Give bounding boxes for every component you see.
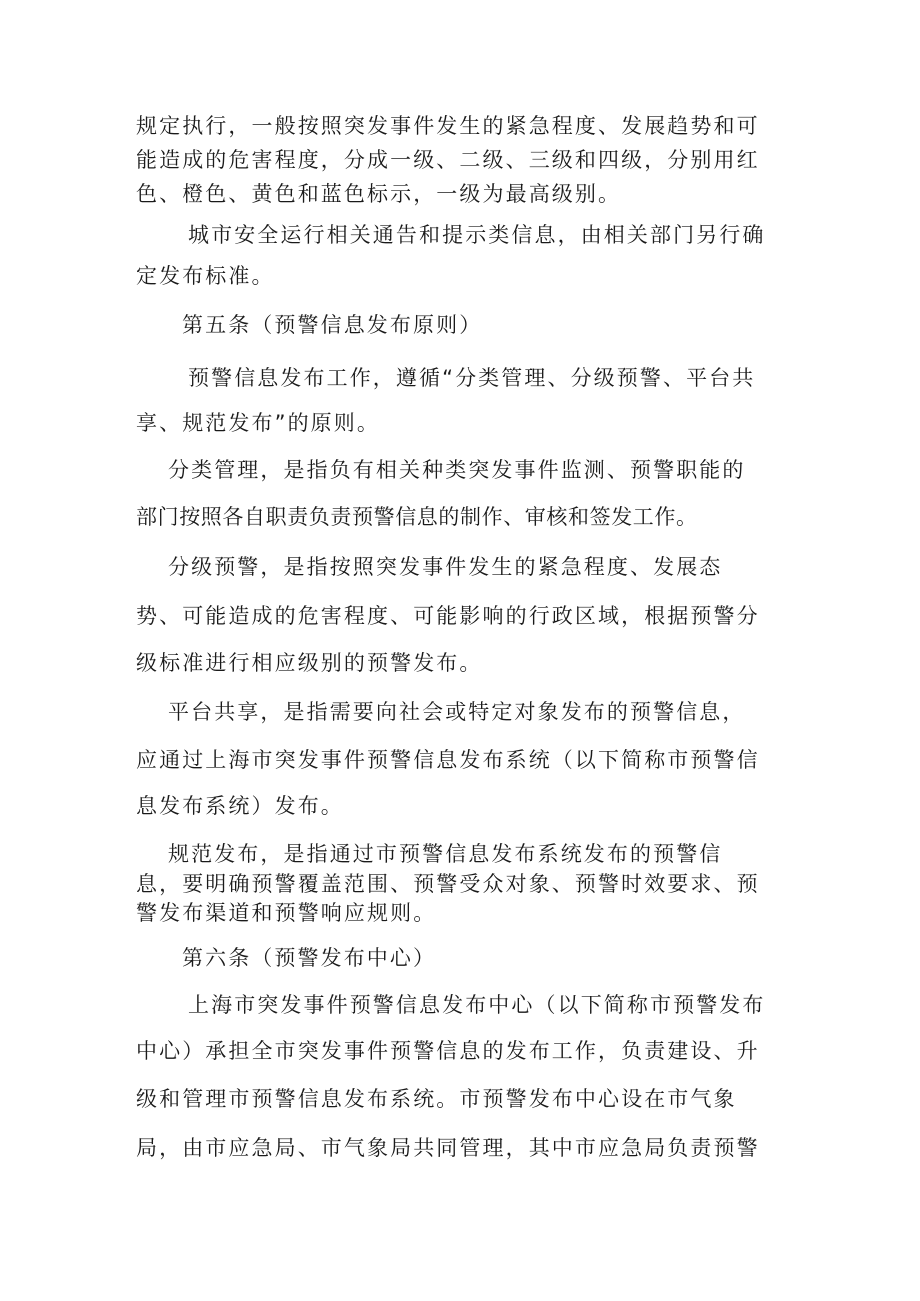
section-heading: 第五条（预警信息发布原则） — [182, 313, 483, 337]
text-line: 息发布系统）发布。 — [136, 794, 344, 818]
text-line: 色、橙色、黄色和蓝色标示，一级为最高级别。 — [136, 182, 622, 206]
text-line: 势、可能造成的危害程度、可能影响的行政区域，根据预警分 — [136, 604, 760, 628]
text-line: 平台共享，是指需要向社会或特定对象发布的预警信息， — [168, 700, 746, 724]
text-line: 上海市突发事件预警信息发布中心（以下简称市预警发布 — [188, 993, 766, 1017]
text-line: 分级预警，是指按照突发事件发生的紧急程度、发展态 — [168, 555, 723, 579]
text-line: 级标准进行相应级别的预警发布。 — [136, 651, 483, 675]
text-line: 城市安全运行相关通告和提示类信息，由相关部门另行确 — [188, 223, 766, 247]
section-heading: 第六条（预警发布中心） — [182, 946, 437, 970]
text-line: 预警信息发布工作，遵循“分类管理、分级预警、平台共 — [188, 366, 756, 390]
text-line: 分类管理，是指负有相关种类突发事件监测、预警职能的 — [168, 458, 746, 482]
text-line: 部门按照各自职责负责预警信息的制作、审核和签发工作。 — [136, 505, 698, 529]
text-line: 享、规范发布”的原则。 — [136, 411, 380, 435]
text-line: 级和管理市预警信息发布系统。市预警发布中心设在市气象 — [136, 1087, 737, 1111]
text-line: 应通过上海市突发事件预警信息发布系统（以下简称市预警信 — [136, 748, 760, 772]
text-line: 警发布渠道和预警响应规则。 — [136, 901, 437, 925]
text-line: 能造成的危害程度，分成一级、二级、三级和四级，分别用红 — [136, 148, 760, 172]
text-line: 中心）承担全市突发事件预警信息的发布工作，负责建设、升 — [136, 1039, 760, 1063]
text-line: 规范发布，是指通过市预警信息发布系统发布的预警信 — [168, 842, 723, 866]
text-line: 局，由市应急局、市气象局共同管理，其中市应急局负责预警 — [136, 1136, 760, 1160]
text-line: 规定执行，一般按照突发事件发生的紧急程度、发展趋势和可 — [136, 114, 760, 138]
text-line: 定发布标准。 — [136, 264, 275, 288]
text-line: 息，要明确预警覆盖范围、预警受众对象、预警时效要求、预 — [136, 872, 760, 896]
